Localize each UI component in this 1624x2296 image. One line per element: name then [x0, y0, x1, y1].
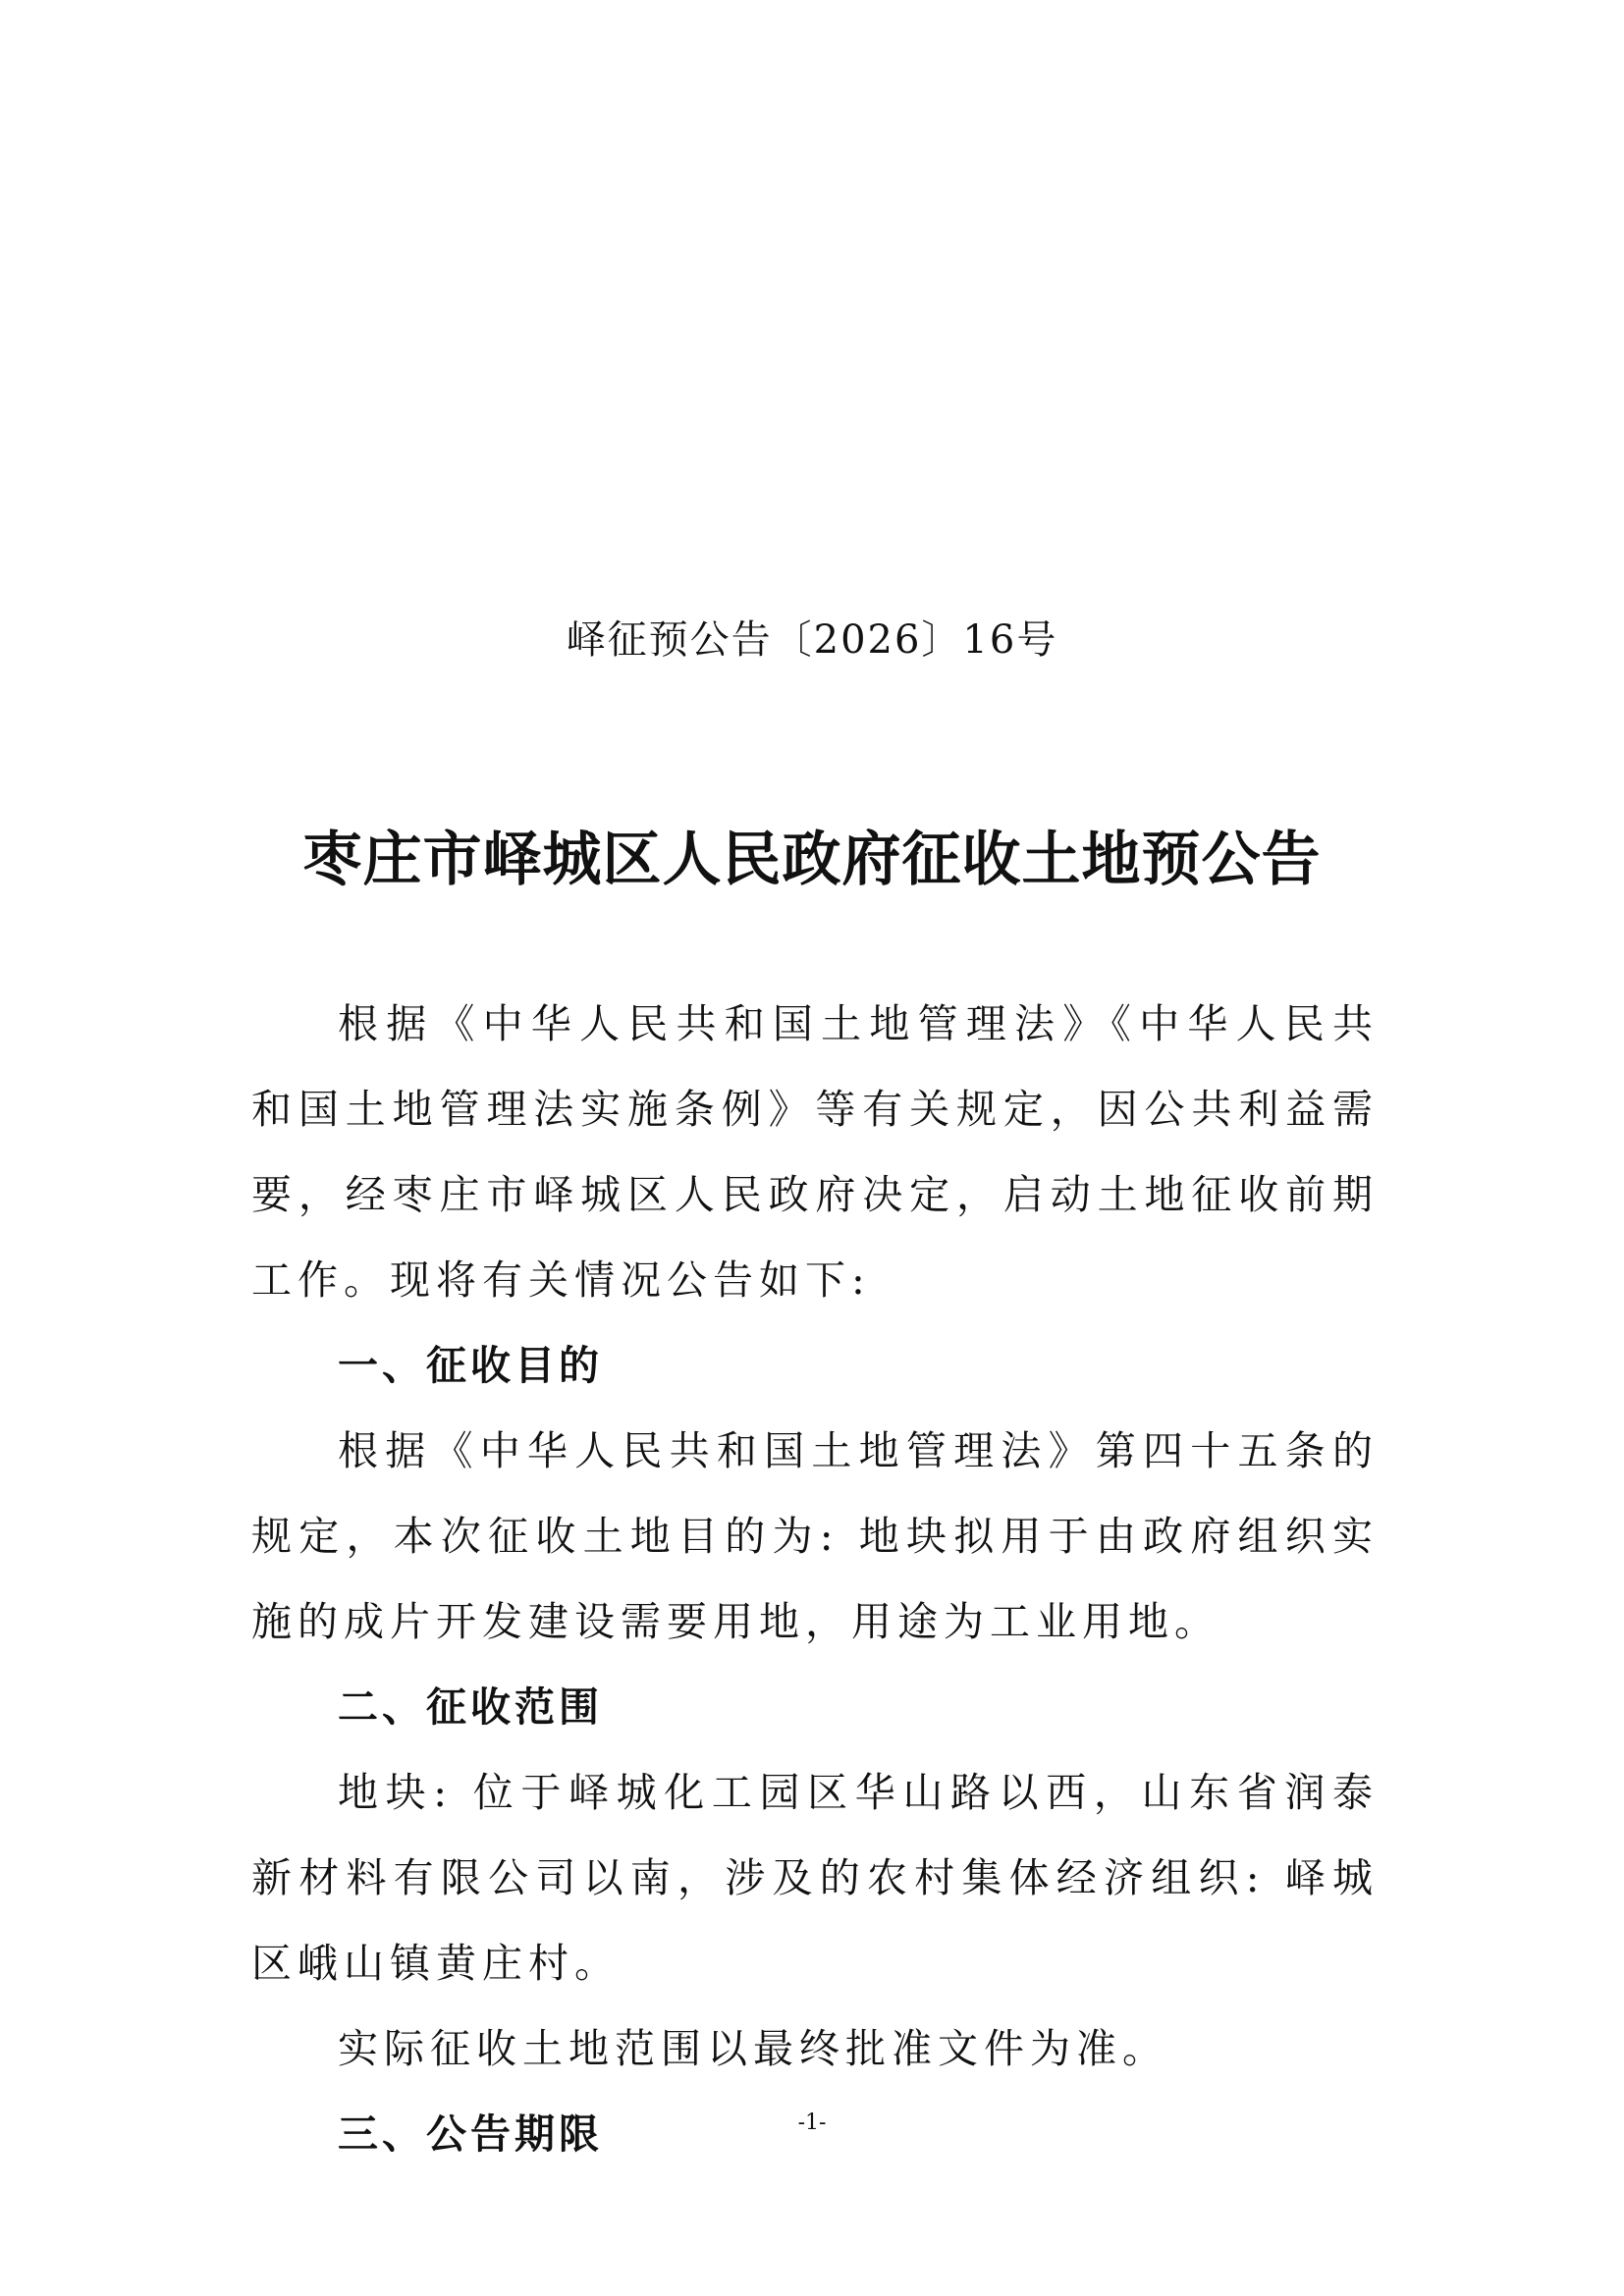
intro-paragraph: 根据《中华人民共和国土地管理法》《中华人民共和国土地管理法实施条例》等有关规定，因公共利益需要，经枣庄市峄城区人民政府决定，启动土地征收前期工作。现将有关情况公告如下:: [251, 1000, 1379, 1304]
page-number: -1-: [797, 2110, 827, 2135]
section-paragraph-purpose: 根据《中华人民共和国土地管理法》第四十五条的规定，本次征收土地目的为: 地块拟用于由政府组织实施的成片开发建设需要用地，用途为工业用地。: [251, 1427, 1379, 1645]
section-paragraph-scope-location: 地块: 位于峄城化工园区华山路以西，山东省润泰新材料有限公司以南，涉及的农村集体经济组织: 峄城区峨山镇黄庄村。: [251, 1769, 1379, 1987]
section-heading-scope: 二、征收范围: [338, 1683, 603, 1731]
section-heading-purpose: 一、征收目的: [338, 1342, 603, 1389]
section-paragraph-scope-note: 实际征收土地范围以最终批准文件为准。: [338, 2025, 1168, 2072]
section-heading-period: 三、公告期限: [338, 2110, 603, 2158]
document-number: 峄征预公告〔2026〕16号: [566, 617, 1058, 663]
document-body: [251, 982, 1379, 2177]
document-title: 枣庄市峄城区人民政府征收土地预公告: [302, 826, 1322, 894]
